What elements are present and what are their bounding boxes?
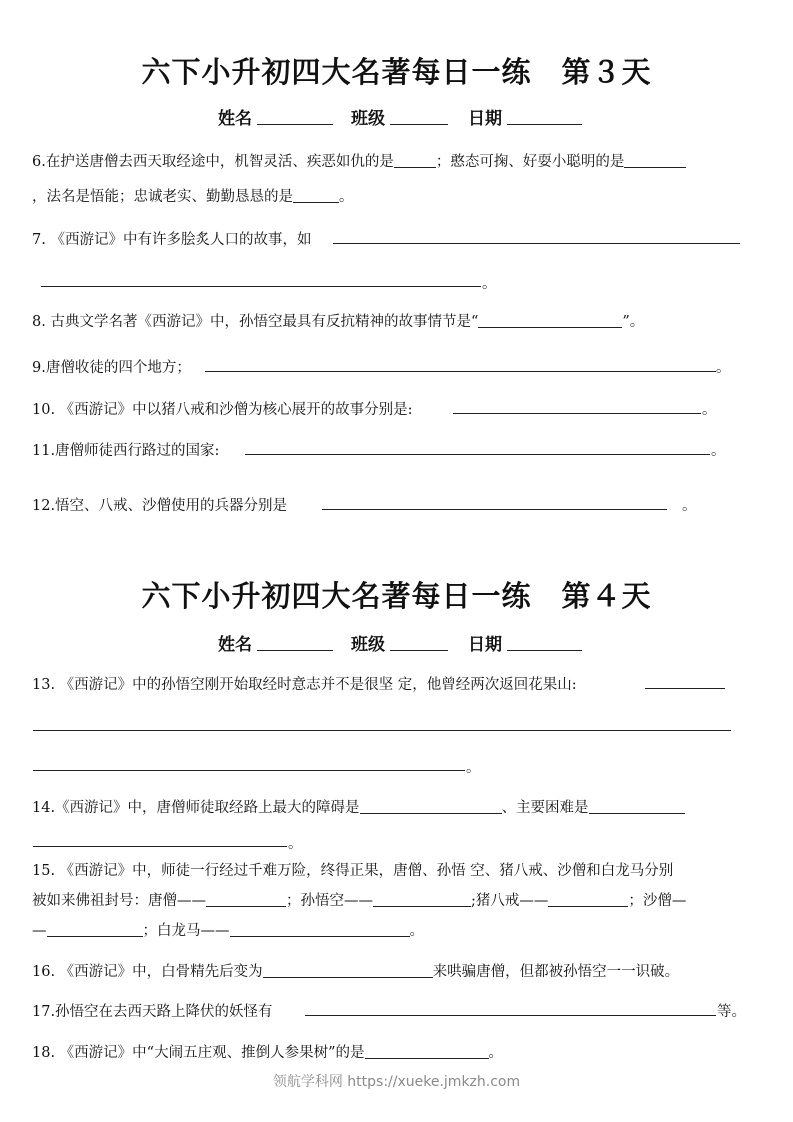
question-17: [32, 1000, 273, 1021]
q13-blank-3[interactable]: [33, 770, 465, 771]
q6-text-c: ，法名是悟能；忠诚老实、勤勤恳恳的是: [32, 189, 293, 205]
q14-blank-3[interactable]: [33, 846, 287, 847]
name-field[interactable]: [257, 124, 333, 125]
q17-text-a: 17.孙悟空在去西天路上降伏的妖怪有: [32, 1004, 273, 1020]
date-field[interactable]: [507, 124, 582, 125]
q18-text-a: 18. 《西游记》中“大闹五庄观、推倒人参果树”的是: [32, 1045, 365, 1061]
q12-text-a: 12.悟空、八戒、沙僧使用的兵器分别是: [32, 498, 288, 514]
q6-blank-1[interactable]: [394, 153, 436, 168]
question-14-line-1: [32, 796, 685, 817]
name-label: 姓名: [218, 109, 252, 129]
q7-text-a: 7. 《西游记》中有许多脍炙人口的故事，如: [32, 232, 312, 248]
question-11: [32, 439, 219, 460]
class-field[interactable]: [390, 650, 448, 651]
q15-text-f: —: [32, 923, 47, 939]
q13-blank-2[interactable]: [33, 730, 731, 731]
q6-blank-2[interactable]: [624, 153, 686, 168]
q15-text-d: ;猪八戒——: [471, 893, 549, 909]
q15-text-e: ；沙僧—: [628, 893, 687, 909]
q6-text-b: ；憨态可掬、好耍小聪明的是: [435, 154, 625, 170]
q15-text-b: 被如来佛祖封号：唐僧——: [32, 893, 206, 909]
q9-blank[interactable]: [205, 371, 716, 372]
date-label: 日期: [468, 109, 502, 129]
q18-text-b: 。: [488, 1045, 503, 1061]
q15-text-h: 。: [409, 923, 424, 939]
name-label: 姓名: [218, 635, 252, 655]
q10-blank[interactable]: [453, 413, 701, 414]
q9-text-a: 9.唐僧收徒的四个地方；: [32, 360, 191, 376]
question-18: [32, 1041, 503, 1062]
q13-blank-1[interactable]: [645, 688, 725, 689]
q14-blank-2[interactable]: [589, 799, 685, 814]
question-15-line-3: [32, 919, 424, 940]
footer-watermark: 领航学科网 https://xueke.jmkzh.com: [272, 1074, 521, 1090]
q13-text-b: 。: [466, 760, 481, 776]
question-10: [32, 398, 413, 419]
q15-blank-shaseng[interactable]: [47, 922, 143, 937]
question-6-line-2: [32, 185, 354, 206]
q10-text-b: 。: [702, 402, 717, 418]
q13-text-a: 13. 《西游记》中的孙悟空刚开始取经时意志并不是很坚 定，他曾经两次返回花果山:: [32, 677, 577, 693]
q6-text-a: 6.在护送唐僧去西天取经途中，机智灵活、疾恶如仇的是: [32, 154, 394, 170]
question-15-line-1: [32, 859, 673, 880]
question-15-line-2: [32, 889, 686, 910]
q17-blank[interactable]: [305, 1015, 716, 1016]
question-16: [32, 960, 679, 981]
q8-text-b: ”。: [622, 314, 645, 330]
question-7-line-1: [32, 228, 311, 249]
day3-title: 六下小升初四大名著每日一练 第３天: [141, 55, 652, 89]
name-field[interactable]: [257, 650, 333, 651]
q10-text-a: 10. 《西游记》中以猪八戒和沙僧为核心展开的故事分别是:: [32, 402, 413, 418]
q11-blank[interactable]: [245, 454, 710, 455]
q7-blank-2[interactable]: [41, 286, 481, 287]
q15-blank-wukong[interactable]: [373, 892, 471, 907]
q15-text-g: ；白龙马——: [142, 923, 230, 939]
question-12: [32, 494, 287, 515]
q14-text-a: 14.《西游记》中，唐僧师徒取经路上最大的障碍是: [32, 800, 360, 816]
q9-text-b: 。: [716, 360, 731, 376]
q15-blank-tangseng[interactable]: [206, 892, 286, 907]
question-13-line-1: [32, 673, 577, 694]
q16-text-b: 来哄骗唐僧，但都被孙悟空一一识破。: [432, 964, 680, 980]
q12-text-b: 。: [682, 498, 697, 514]
q8-blank[interactable]: [478, 313, 622, 328]
q6-text-d: 。: [339, 189, 354, 205]
q12-blank[interactable]: [322, 509, 667, 510]
class-label: 班级: [351, 109, 385, 129]
q11-text-b: 。: [711, 443, 726, 459]
q15-blank-bajie[interactable]: [548, 892, 628, 907]
q17-text-b: 等。: [717, 1004, 746, 1020]
q16-blank[interactable]: [263, 963, 433, 978]
question-6-line-1: [32, 150, 686, 171]
q15-blank-bailongma[interactable]: [230, 922, 410, 937]
q14-text-c: 。: [288, 836, 303, 852]
day4-title: 六下小升初四大名著每日一练 第４天: [141, 579, 652, 613]
class-label: 班级: [351, 635, 385, 655]
question-9: [32, 356, 191, 377]
class-field[interactable]: [390, 124, 448, 125]
question-8: [32, 310, 644, 331]
q7-blank-1[interactable]: [333, 243, 740, 244]
q15-text-a: 15. 《西游记》中，师徒一行经过千难万险，终得正果，唐僧、孙悟 空、猪八戒、沙僧和白龙马分别: [32, 863, 674, 879]
q14-blank-1[interactable]: [360, 799, 502, 814]
date-field[interactable]: [507, 650, 582, 651]
q6-blank-3[interactable]: [293, 188, 339, 203]
q16-text-a: 16. 《西游记》中，白骨精先后变为: [32, 964, 263, 980]
q11-text-a: 11.唐僧师徒西行路过的国家:: [32, 443, 220, 459]
q18-blank[interactable]: [365, 1044, 489, 1059]
q15-text-c: ；孙悟空——: [286, 893, 373, 909]
q14-text-b: 、主要困难是: [501, 800, 589, 816]
q8-text-a: 8. 古典文学名著《西游记》中，孙悟空最具有反抗精神的故事情节是“: [32, 314, 479, 330]
q7-text-b: 。: [482, 276, 497, 292]
date-label: 日期: [468, 635, 502, 655]
